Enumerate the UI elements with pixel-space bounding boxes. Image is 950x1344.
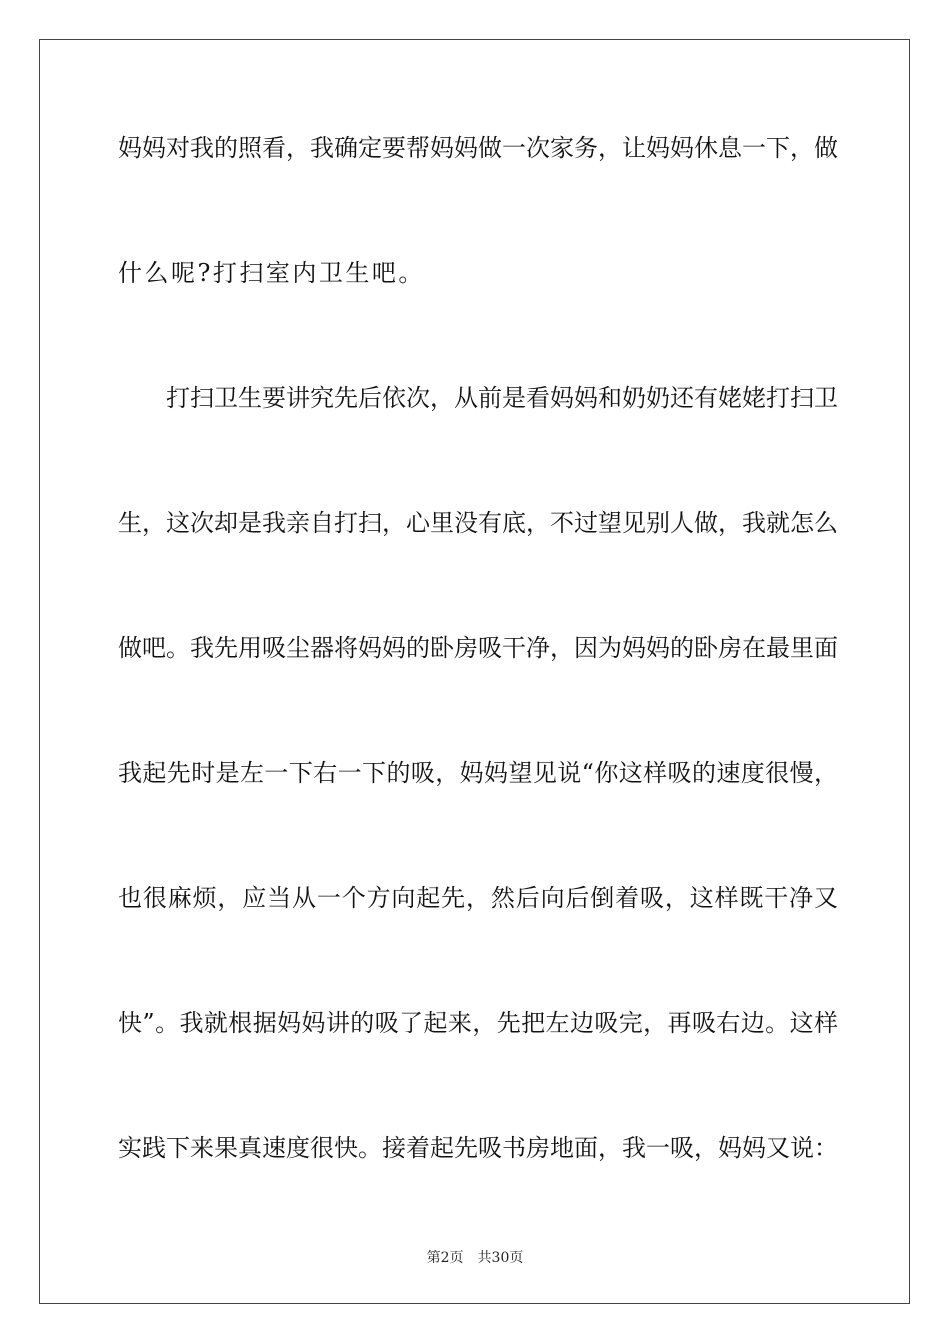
paragraph-line: 做吧。我先用吸尘器将妈妈的卧房吸干净，因为妈妈的卧房在最里面 — [118, 634, 838, 662]
page-total: 共30页 — [477, 1250, 524, 1266]
paragraph-line: 打扫卫生要讲究先后依次，从前是看妈妈和奶奶还有姥姥打扫卫 — [166, 384, 838, 412]
paragraph-line: 实践下来果真速度很快。接着起先吸书房地面，我一吸，妈妈又说： — [118, 1134, 838, 1162]
paragraph-line: 生，这次却是我亲自打扫，心里没有底，不过望见别人做，我就怎么 — [118, 509, 838, 537]
paragraph-line: 什么呢?打扫室内卫生吧。 — [118, 259, 425, 287]
page-border — [39, 39, 910, 1304]
paragraph-line: 快”。我就根据妈妈讲的吸了起来，先把左边吸完，再吸右边。这样 — [118, 1009, 838, 1037]
paragraph-line: 妈妈对我的照看，我确定要帮妈妈做一次家务，让妈妈休息一下，做 — [118, 134, 838, 162]
page-number: 第2页 — [426, 1250, 464, 1266]
paragraph-line: 也很麻烦，应当从一个方向起先，然后向后倒着吸，这样既干净又 — [118, 884, 838, 912]
paragraph-line: 我起先时是左一下右一下的吸，妈妈望见说“你这样吸的速度很慢， — [118, 759, 838, 787]
page-footer — [0, 1249, 950, 1267]
